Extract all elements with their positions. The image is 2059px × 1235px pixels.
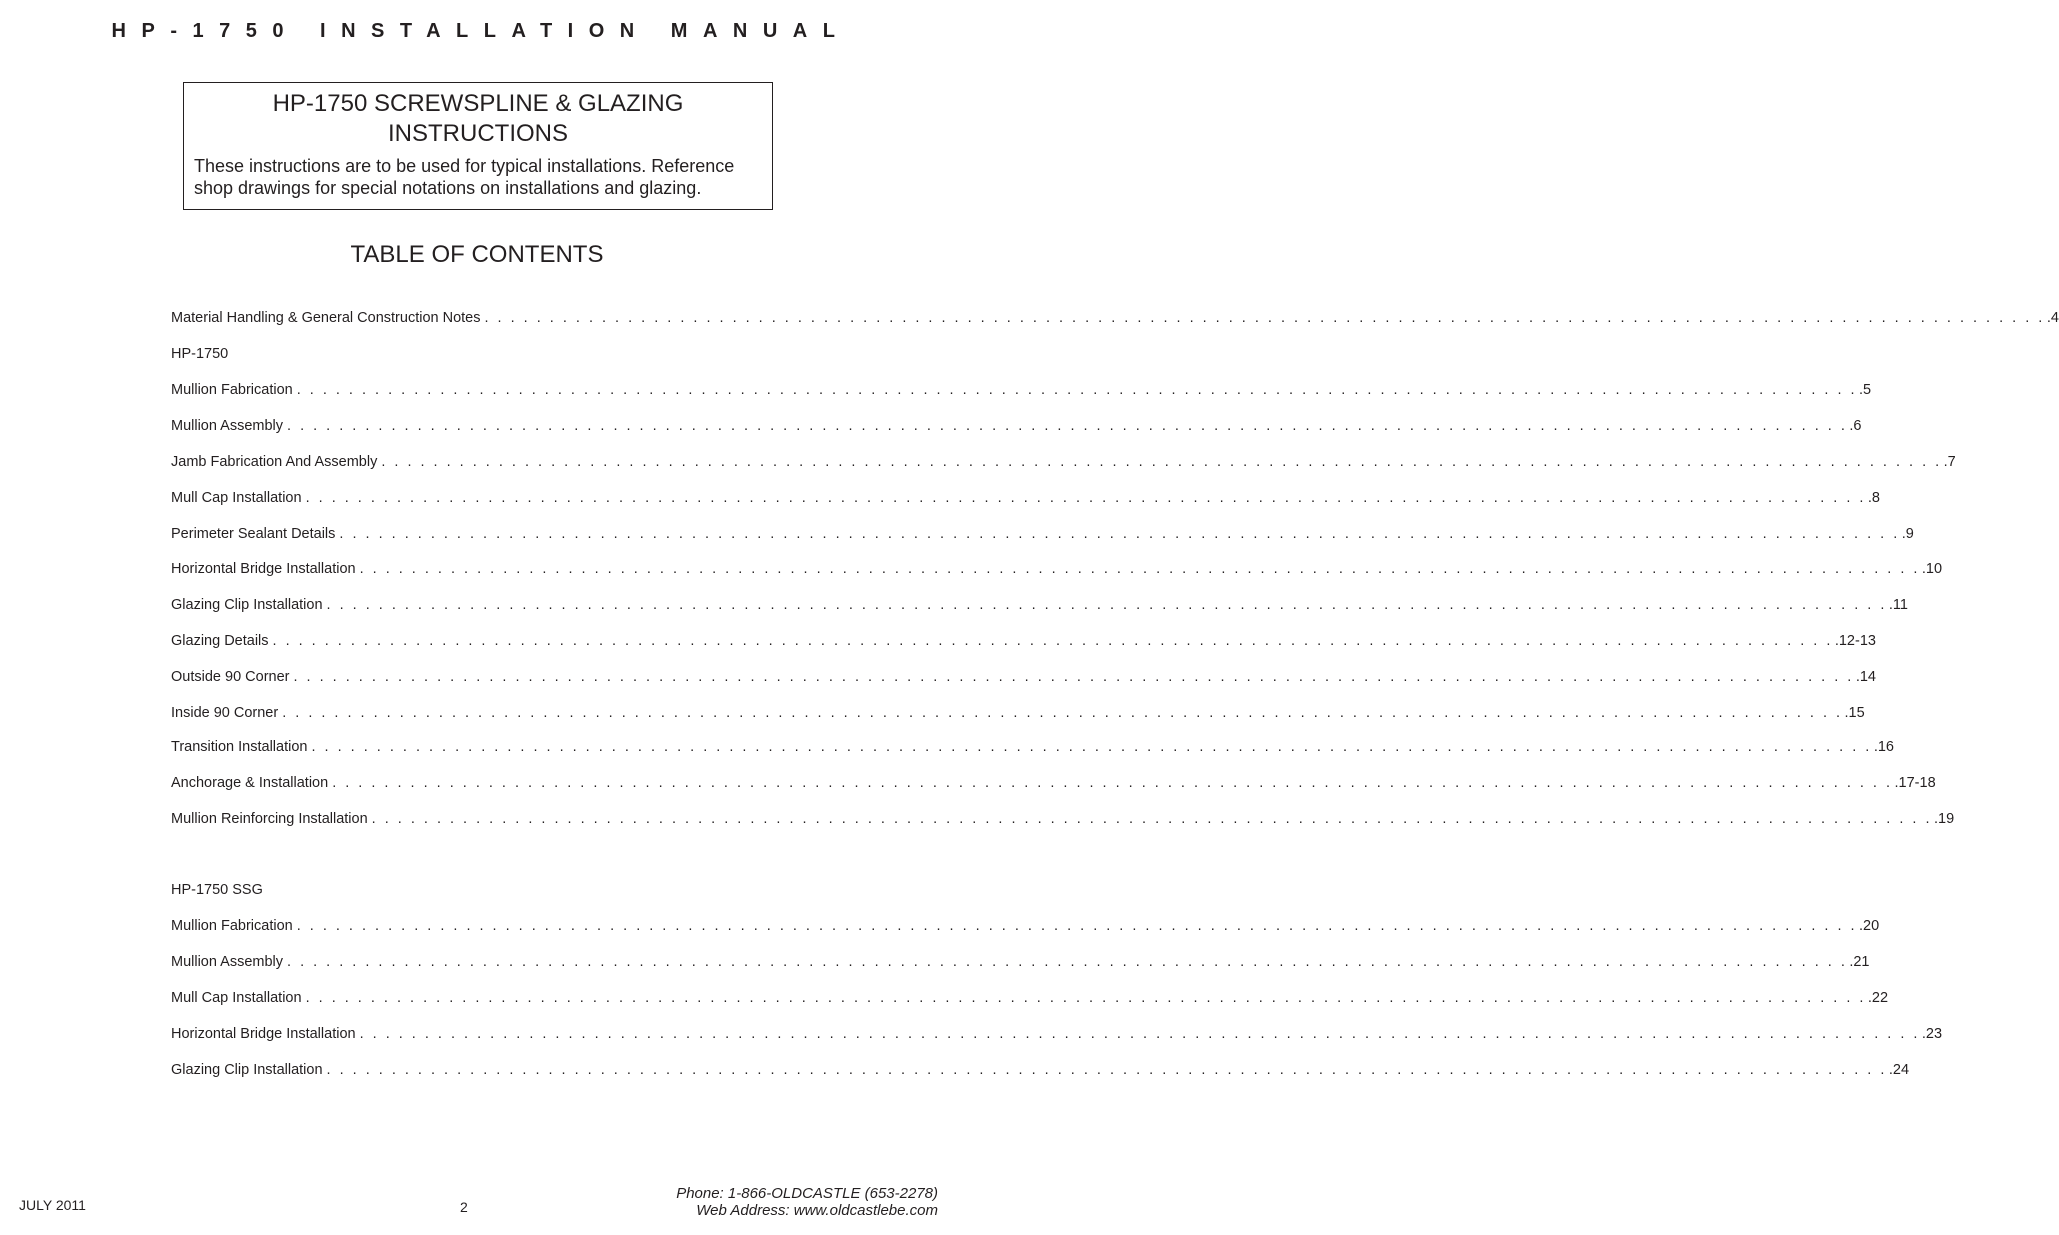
toc-entry-page: .10	[1921, 561, 1943, 577]
toc-leader-dots: . . . . . . . . . . . . . . . . . . . . . . . . . . . . . . . . . . . . . . . . . . . . . . . . . . . . . . . . . . . . . . . . . . . . . . . . . . . . . . . . . . . . . . . . . . . . . . . . . . . . . . . . . . . . . . . . . . . . . . . .	[282, 705, 1843, 721]
toc-entry-page: .9	[1901, 526, 1914, 542]
toc-section-heading: HP-1750	[171, 346, 229, 362]
toc-entry[interactable]	[171, 454, 1956, 470]
toc-entry-label: Glazing Clip Installation	[171, 597, 323, 613]
toc-entry-page: .15	[1844, 705, 1865, 721]
toc-entry-label: Material Handling & General Construction Notes	[171, 310, 481, 326]
toc-leader-dots: . . . . . . . . . . . . . . . . . . . . . . . . . . . . . . . . . . . . . . . . . . . . . . . . . . . . . . . . . . . . . . . . . . . . . . . . . . . . . . . . . . . . . . . . . . . . . . . . . . . . . . . . . . . . . . . . . . . . . . . .	[326, 1062, 1887, 1078]
toc-entry[interactable]	[171, 775, 1936, 791]
toc-leader-dots: . . . . . . . . . . . . . . . . . . . . . . . . . . . . . . . . . . . . . . . . . . . . . . . . . . . . . . . . . . . . . . . . . . . . . . . . . . . . . . . . . . . . . . . . . . . . . . . . . . . . . . . . . . . . . . . . . . . . . . . .	[305, 490, 1866, 506]
intro-text	[194, 155, 772, 199]
toc-leader-dots: . . . . . . . . . . . . . . . . . . . . . . . . . . . . . . . . . . . . . . . . . . . . . . . . . . . . . . . . . . . . . . . . . . . . . . . . . . . . . . . . . . . . . . . . . . . . . . . . . . . . . . . . . . . . . . . . . . . . . . . .	[381, 454, 1942, 470]
intro-text-line: shop drawings for special notations on installations and glazing.	[194, 178, 702, 198]
toc-entry-page: .22	[1867, 990, 1889, 1006]
intro-text-line: These instructions are to be used for typical installations. Reference	[194, 156, 735, 176]
toc-entry-page: .21	[1849, 954, 1870, 970]
intro-box	[183, 82, 773, 210]
toc-entry-label: Mullion Assembly	[171, 954, 284, 970]
intro-heading-line: INSTRUCTIONS	[388, 120, 568, 147]
toc-entry[interactable]	[171, 418, 1862, 434]
toc-entry[interactable]	[171, 382, 1872, 398]
toc-entry-label: Horizontal Bridge Installation	[171, 1026, 356, 1042]
toc-entry-label: Glazing Details	[171, 633, 269, 649]
toc-entry[interactable]	[171, 561, 1943, 577]
toc-leader-dots: . . . . . . . . . . . . . . . . . . . . . . . . . . . . . . . . . . . . . . . . . . . . . . . . . . . . . . . . . . . . . . . . . . . . . . . . . . . . . . . . . . . . . . . . . . . . . . . . . . . . . . . . . . . . . . . . . . . . . . . .	[359, 1026, 1920, 1042]
toc-entry-label: Mull Cap Installation	[171, 490, 302, 506]
toc-title: TABLE OF CONTENTS	[350, 241, 604, 268]
toc-entry-page: .12-13	[1834, 633, 1876, 649]
toc-entry-label: Mullion Assembly	[171, 418, 284, 434]
toc-entry-label: Transition Installation	[171, 739, 308, 755]
toc-entry-page: .16	[1873, 739, 1894, 755]
toc-entry-page: .4	[2046, 310, 2059, 326]
toc-leader-dots: . . . . . . . . . . . . . . . . . . . . . . . . . . . . . . . . . . . . . . . . . . . . . . . . . . . . . . . . . . . . . . . . . . . . . . . . . . . . . . . . . . . . . . . . . . . . . . . . . . . . . . . . . . . . . . . . . . . . . . . .	[296, 382, 1858, 398]
toc-leader-dots: . . . . . . . . . . . . . . . . . . . . . . . . . . . . . . . . . . . . . . . . . . . . . . . . . . . . . . . . . . . . . . . . . . . . . . . . . . . . . . . . . . . . . . . . . . . . . . . . . . . . . . . . . . . . . . . . . . . . . . . .	[484, 310, 2045, 326]
footer-phone: Phone: 1-866-OLDCASTLE (653-2278)	[676, 1185, 938, 1202]
toc-entry-page: .20	[1859, 918, 1880, 934]
footer-contact	[676, 1185, 938, 1219]
toc-entry-label: Outside 90 Corner	[171, 669, 290, 685]
toc-entry[interactable]	[171, 811, 1955, 827]
page-header-title: HP-1750 INSTALLATION MANUAL	[111, 20, 851, 42]
toc-entry[interactable]	[171, 633, 1876, 649]
toc-leader-dots: . . . . . . . . . . . . . . . . . . . . . . . . . . . . . . . . . . . . . . . . . . . . . . . . . . . . . . . . . . . . . . . . . . . . . . . . . . . . . . . . . . . . . . . . . . . . . . . . . . . . . . . . . . . . . . . . . . . . . . . .	[371, 811, 1932, 827]
toc-entry-page: .14	[1855, 669, 1876, 685]
toc-entry[interactable]	[171, 310, 2059, 326]
toc-leader-dots: . . . . . . . . . . . . . . . . . . . . . . . . . . . . . . . . . . . . . . . . . . . . . . . . . . . . . . . . . . . . . . . . . . . . . . . . . . . . . . . . . . . . . . . . . . . . . . . . . . . . . . . . . . . . . . . . . . . . . . . .	[272, 633, 1833, 649]
toc-leader-dots: . . . . . . . . . . . . . . . . . . . . . . . . . . . . . . . . . . . . . . . . . . . . . . . . . . . . . . . . . . . . . . . . . . . . . . . . . . . . . . . . . . . . . . . . . . . . . . . . . . . . . . . . . . . . . . . . . . . . . . . .	[359, 561, 1920, 577]
toc-leader-dots: . . . . . . . . . . . . . . . . . . . . . . . . . . . . . . . . . . . . . . . . . . . . . . . . . . . . . . . . . . . . . . . . . . . . . . . . . . . . . . . . . . . . . . . . . . . . . . . . . . . . . . . . . . . . . . . . . . . . . . . .	[339, 526, 1900, 542]
toc-leader-dots: . . . . . . . . . . . . . . . . . . . . . . . . . . . . . . . . . . . . . . . . . . . . . . . . . . . . . . . . . . . . . . . . . . . . . . . . . . . . . . . . . . . . . . . . . . . . . . . . . . . . . . . . . . . . . . . . . . . . . . . .	[293, 669, 1854, 685]
toc-entry-page: .7	[1943, 454, 1956, 470]
toc-entry[interactable]	[171, 990, 1889, 1006]
toc-section-heading: HP-1750 SSG	[171, 882, 263, 898]
footer-page-number: 2	[460, 1199, 468, 1215]
toc-entry-label: Mullion Reinforcing Installation	[171, 811, 368, 827]
toc-entry-label: Mullion Fabrication	[171, 382, 293, 398]
footer-date: JULY 2011	[19, 1197, 86, 1213]
toc-entry[interactable]	[171, 705, 1865, 721]
toc-entry-page: .8	[1867, 490, 1880, 506]
toc-entry[interactable]	[171, 918, 1880, 934]
toc-entry-label: Inside 90 Corner	[171, 705, 279, 721]
toc-entry[interactable]	[171, 669, 1876, 685]
toc-entry-label: Horizontal Bridge Installation	[171, 561, 356, 577]
toc-entry-label: Mull Cap Installation	[171, 990, 302, 1006]
toc-entry-page: .19	[1933, 811, 1955, 827]
toc-entry-page: .6	[1849, 418, 1862, 434]
toc-leader-dots: . . . . . . . . . . . . . . . . . . . . . . . . . . . . . . . . . . . . . . . . . . . . . . . . . . . . . . . . . . . . . . . . . . . . . . . . . . . . . . . . . . . . . . . . . . . . . . . . . . . . . . . . . . . . . . . . . . . . . . . .	[287, 418, 1848, 434]
footer-web-address: Web Address: www.oldcastlebe.com	[696, 1202, 938, 1219]
toc-leader-dots: . . . . . . . . . . . . . . . . . . . . . . . . . . . . . . . . . . . . . . . . . . . . . . . . . . . . . . . . . . . . . . . . . . . . . . . . . . . . . . . . . . . . . . . . . . . . . . . . . . . . . . . . . . . . . . . . . . . . . . . .	[287, 954, 1848, 970]
toc-entry[interactable]	[171, 597, 1908, 613]
toc-entry[interactable]	[171, 526, 1914, 542]
toc-leader-dots: . . . . . . . . . . . . . . . . . . . . . . . . . . . . . . . . . . . . . . . . . . . . . . . . . . . . . . . . . . . . . . . . . . . . . . . . . . . . . . . . . . . . . . . . . . . . . . . . . . . . . . . . . . . . . . . . . . . . . . . .	[311, 739, 1872, 755]
toc-leader-dots: . . . . . . . . . . . . . . . . . . . . . . . . . . . . . . . . . . . . . . . . . . . . . . . . . . . . . . . . . . . . . . . . . . . . . . . . . . . . . . . . . . . . . . . . . . . . . . . . . . . . . . . . . . . . . . . . . . . . . . . .	[332, 775, 1893, 791]
toc-entry[interactable]	[171, 1062, 1910, 1078]
toc-entry-page: .5	[1859, 382, 1872, 398]
toc-entry[interactable]	[171, 739, 1894, 755]
toc-entry-page: .11	[1888, 597, 1908, 613]
intro-heading	[184, 89, 772, 149]
toc-entry-page: .23	[1921, 1026, 1943, 1042]
toc-entry-label: Glazing Clip Installation	[171, 1062, 323, 1078]
toc-leader-dots: . . . . . . . . . . . . . . . . . . . . . . . . . . . . . . . . . . . . . . . . . . . . . . . . . . . . . . . . . . . . . . . . . . . . . . . . . . . . . . . . . . . . . . . . . . . . . . . . . . . . . . . . . . . . . . . . . . . . . . . .	[296, 918, 1858, 934]
toc-entry-page: .17-18	[1894, 775, 1936, 791]
toc-entry-label: Perimeter Sealant Details	[171, 526, 336, 542]
toc-entry-label: Jamb Fabrication And Assembly	[171, 454, 378, 470]
toc-entry-label: Mullion Fabrication	[171, 918, 293, 934]
toc-entry[interactable]	[171, 954, 1870, 970]
intro-heading-line: HP-1750 SCREWSPLINE & GLAZING	[272, 90, 684, 117]
toc-entry-page: .24	[1888, 1062, 1910, 1078]
toc-entry[interactable]	[171, 1026, 1943, 1042]
toc-entry-label: Anchorage & Installation	[171, 775, 329, 791]
toc-leader-dots: . . . . . . . . . . . . . . . . . . . . . . . . . . . . . . . . . . . . . . . . . . . . . . . . . . . . . . . . . . . . . . . . . . . . . . . . . . . . . . . . . . . . . . . . . . . . . . . . . . . . . . . . . . . . . . . . . . . . . . . .	[326, 597, 1887, 613]
toc-entry[interactable]	[171, 490, 1880, 506]
toc-leader-dots: . . . . . . . . . . . . . . . . . . . . . . . . . . . . . . . . . . . . . . . . . . . . . . . . . . . . . . . . . . . . . . . . . . . . . . . . . . . . . . . . . . . . . . . . . . . . . . . . . . . . . . . . . . . . . . . . . . . . . . . .	[305, 990, 1866, 1006]
